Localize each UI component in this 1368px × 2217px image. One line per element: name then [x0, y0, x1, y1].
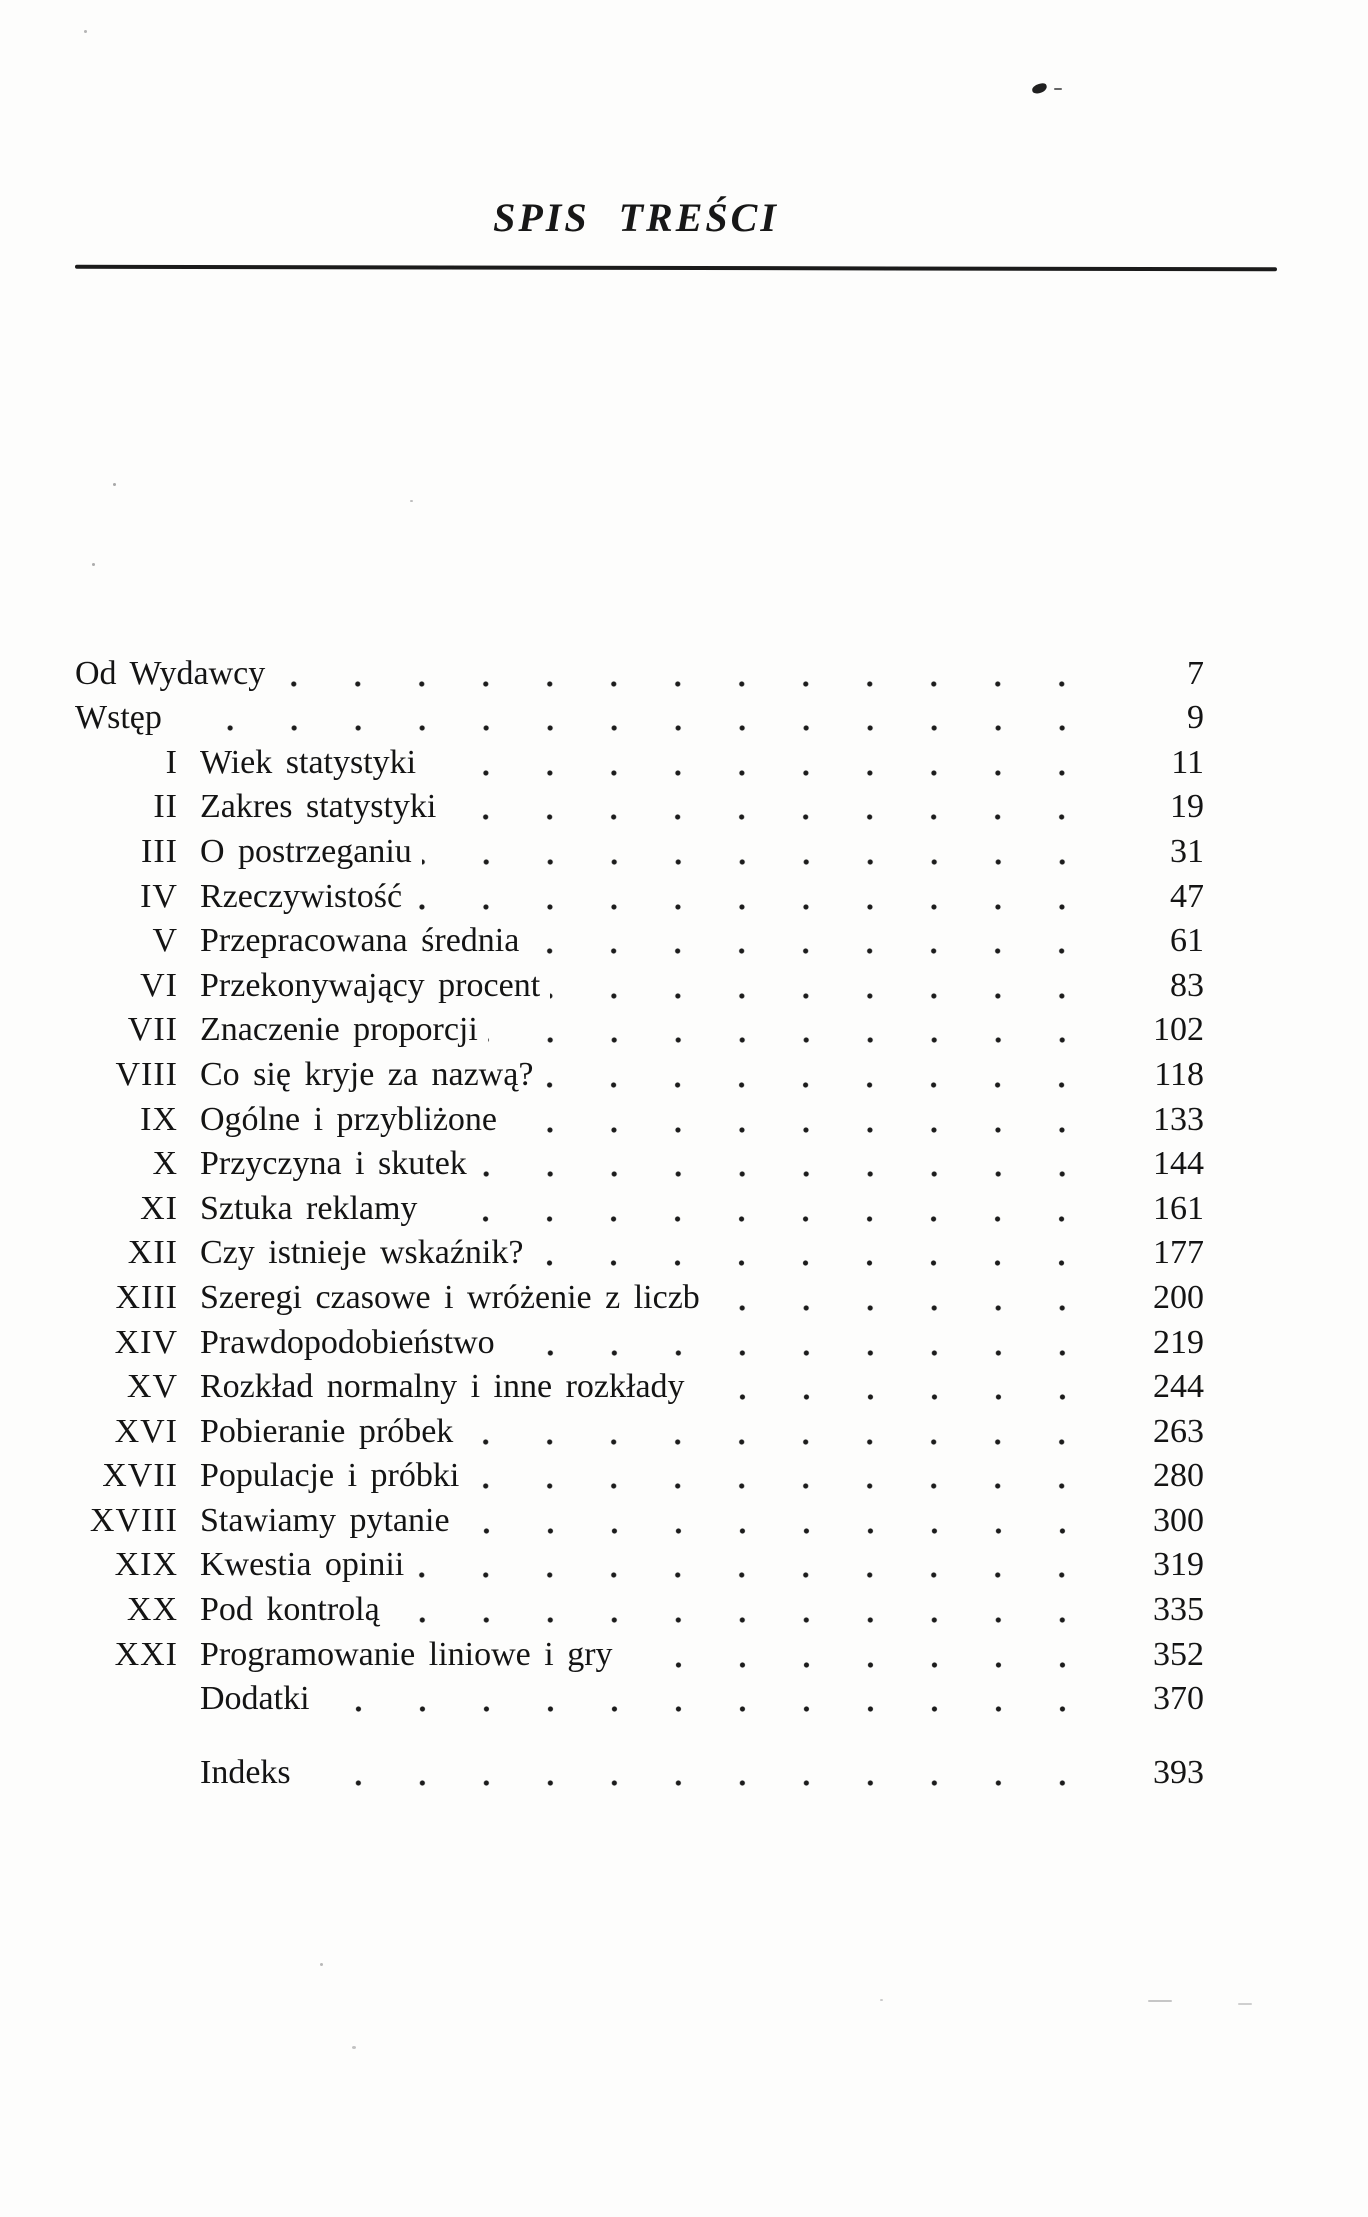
scan-speck [1238, 2003, 1252, 2005]
scan-speck [1148, 2000, 1172, 2002]
chapter-numeral: XI [140, 1189, 178, 1227]
toc-entry [75, 1455, 1204, 1500]
chapter-numeral: III [141, 832, 178, 870]
chapter-numeral: IV [140, 877, 178, 915]
chapter-title: Programowanie liniowe i gry [200, 1635, 613, 1673]
chapter-numeral: XII [127, 1234, 178, 1272]
chapter-numeral: VI [140, 966, 178, 1004]
dot-leader [477, 1143, 1104, 1188]
toc-entry [75, 1751, 1204, 1796]
toc-entry [75, 697, 1204, 742]
toc-entry [75, 1410, 1204, 1455]
dot-leader [446, 786, 1104, 831]
dot-leader [505, 1321, 1104, 1366]
dot-leader [426, 741, 1104, 786]
chapter-title: O postrzeganiu [200, 832, 412, 870]
dot-leader [469, 1455, 1104, 1500]
chapter-title: Wiek statystyki [200, 743, 417, 781]
toc-entry [75, 1187, 1204, 1232]
dot-leader [463, 1410, 1104, 1455]
chapter-title: Przekonywający procent [200, 966, 541, 1004]
title-rule [75, 265, 1277, 271]
toc-entry [75, 920, 1204, 965]
scan-speck [1031, 82, 1048, 94]
dot-leader [550, 964, 1104, 1009]
toc-entry [75, 830, 1204, 875]
page-number: 102 [1153, 1011, 1204, 1049]
chapter-title: Indeks [200, 1753, 291, 1791]
toc-entry [75, 1678, 1204, 1723]
scan-speck [880, 1999, 883, 2001]
chapter-title: Przyczyna i skutek [200, 1145, 467, 1183]
page-number: 219 [1153, 1323, 1204, 1361]
dot-leader [533, 1232, 1104, 1277]
chapter-numeral [75, 1792, 178, 1796]
page-number: 335 [1153, 1591, 1204, 1629]
page-number: 393 [1153, 1753, 1204, 1791]
page-number: 118 [1154, 1055, 1204, 1093]
chapter-title: Stawiamy pytanie [200, 1501, 450, 1539]
chapter-numeral: XVI [114, 1412, 178, 1450]
chapter-numeral: XIX [114, 1546, 178, 1584]
page-number: 83 [1170, 966, 1204, 1004]
toc-entry [75, 964, 1204, 1009]
toc-entry [75, 1232, 1204, 1277]
scan-speck [92, 563, 95, 566]
chapter-numeral: XXI [114, 1635, 178, 1673]
scan-speck [352, 2046, 356, 2049]
chapter-numeral: I [165, 743, 178, 781]
dot-leader [695, 1366, 1104, 1411]
chapter-title: Dodatki [200, 1680, 310, 1718]
page-number: 19 [1170, 788, 1204, 826]
chapter-numeral: XVIII [89, 1501, 178, 1539]
page-number: 177 [1153, 1234, 1204, 1272]
chapter-numeral: XVII [102, 1457, 178, 1495]
chapter-title: Prawdopodobieństwo [200, 1323, 495, 1361]
page-number: 352 [1153, 1635, 1204, 1673]
chapter-numeral: XV [126, 1368, 178, 1406]
chapter-numeral: X [152, 1145, 178, 1183]
page-number: 370 [1153, 1680, 1204, 1718]
toc-entry [75, 1588, 1204, 1633]
page-number: 11 [1171, 743, 1204, 781]
dot-leader [543, 1053, 1104, 1098]
page-number: 161 [1153, 1189, 1204, 1227]
scan-speck [1054, 88, 1062, 90]
chapter-title: Czy istnieje wskaźnik? [200, 1234, 524, 1272]
dot-leader [623, 1633, 1104, 1678]
scan-speck [410, 500, 413, 502]
toc-entry [75, 1544, 1204, 1589]
toc-entry [75, 1633, 1204, 1678]
toc-entry [75, 786, 1204, 831]
page-number: 319 [1153, 1546, 1204, 1584]
chapter-numeral: XIV [114, 1323, 178, 1361]
toc-entry [75, 1098, 1204, 1143]
toc-entry [75, 1276, 1204, 1321]
dot-leader [427, 1187, 1104, 1232]
chapter-numeral: IX [140, 1100, 178, 1138]
chapter-title: Ogólne i przybliżone [200, 1100, 498, 1138]
chapter-numeral: XIII [115, 1278, 178, 1316]
page-number: 263 [1153, 1412, 1204, 1450]
chapter-title: Kwestia opinii [200, 1546, 405, 1584]
page-number: 9 [1187, 699, 1204, 737]
chapter-title: Zakres statystyki [200, 788, 437, 826]
chapter-title: Znaczenie proporcji [200, 1011, 478, 1049]
chapter-numeral: V [152, 922, 178, 960]
toc-entry [75, 652, 1204, 697]
scan-speck [84, 30, 87, 33]
chapter-numeral: XX [126, 1591, 178, 1629]
chapter-title: Wstęp [75, 699, 162, 737]
dot-leader [710, 1276, 1104, 1321]
dot-leader [390, 1588, 1104, 1633]
page-number: 31 [1170, 832, 1204, 870]
dot-leader [275, 652, 1104, 697]
chapter-title: Sztuka reklamy [200, 1189, 418, 1227]
dot-leader [529, 920, 1104, 965]
page-number: 280 [1153, 1457, 1204, 1495]
page-number: 61 [1170, 922, 1204, 960]
toc-entry [75, 741, 1204, 786]
dot-leader [488, 1009, 1104, 1054]
chapter-numeral: VIII [115, 1055, 178, 1093]
chapter-title: Rozkład normalny i inne rozkłady [200, 1368, 685, 1406]
toc-entry [75, 1053, 1204, 1098]
dot-leader [507, 1098, 1104, 1143]
chapter-title: Od Wydawcy [75, 654, 266, 692]
toc-entry [75, 1499, 1204, 1544]
toc-entry [75, 1143, 1204, 1188]
chapter-title: Pobieranie próbek [200, 1412, 454, 1450]
scan-speck [320, 1963, 323, 1966]
toc-entry [75, 1009, 1204, 1054]
page-number: 300 [1153, 1501, 1204, 1539]
chapter-title: Populacje i próbki [200, 1457, 460, 1495]
page-number: 47 [1170, 877, 1204, 915]
chapter-title: Co się kryje za nazwą? [200, 1055, 534, 1093]
toc-list [75, 652, 1204, 1796]
chapter-title: Szeregi czasowe i wróżenie z liczb [200, 1278, 700, 1316]
page-number: 200 [1153, 1278, 1204, 1316]
chapter-title: Przepracowana średnia [200, 922, 520, 960]
dot-leader [460, 1499, 1104, 1544]
chapter-numeral [75, 1718, 178, 1722]
dot-leader [414, 1544, 1104, 1589]
scan-speck [113, 483, 116, 486]
page-title: SPIS TREŚCI [493, 194, 779, 240]
toc-entry [75, 1366, 1204, 1411]
dot-leader [320, 1678, 1104, 1723]
chapter-title: Rzeczywistość [200, 877, 403, 915]
toc-entry [75, 1321, 1204, 1366]
chapter-numeral: VII [127, 1011, 178, 1049]
toc-entry [75, 875, 1204, 920]
dot-leader [301, 1751, 1104, 1796]
dot-leader [422, 830, 1104, 875]
page-number: 133 [1153, 1100, 1204, 1138]
page-number: 144 [1153, 1145, 1204, 1183]
chapter-title: Pod kontrolą [200, 1591, 380, 1629]
dot-leader [172, 697, 1104, 742]
dot-leader [412, 875, 1104, 920]
page-number: 244 [1153, 1368, 1204, 1406]
chapter-numeral: II [153, 788, 178, 826]
page-number: 7 [1187, 654, 1204, 692]
